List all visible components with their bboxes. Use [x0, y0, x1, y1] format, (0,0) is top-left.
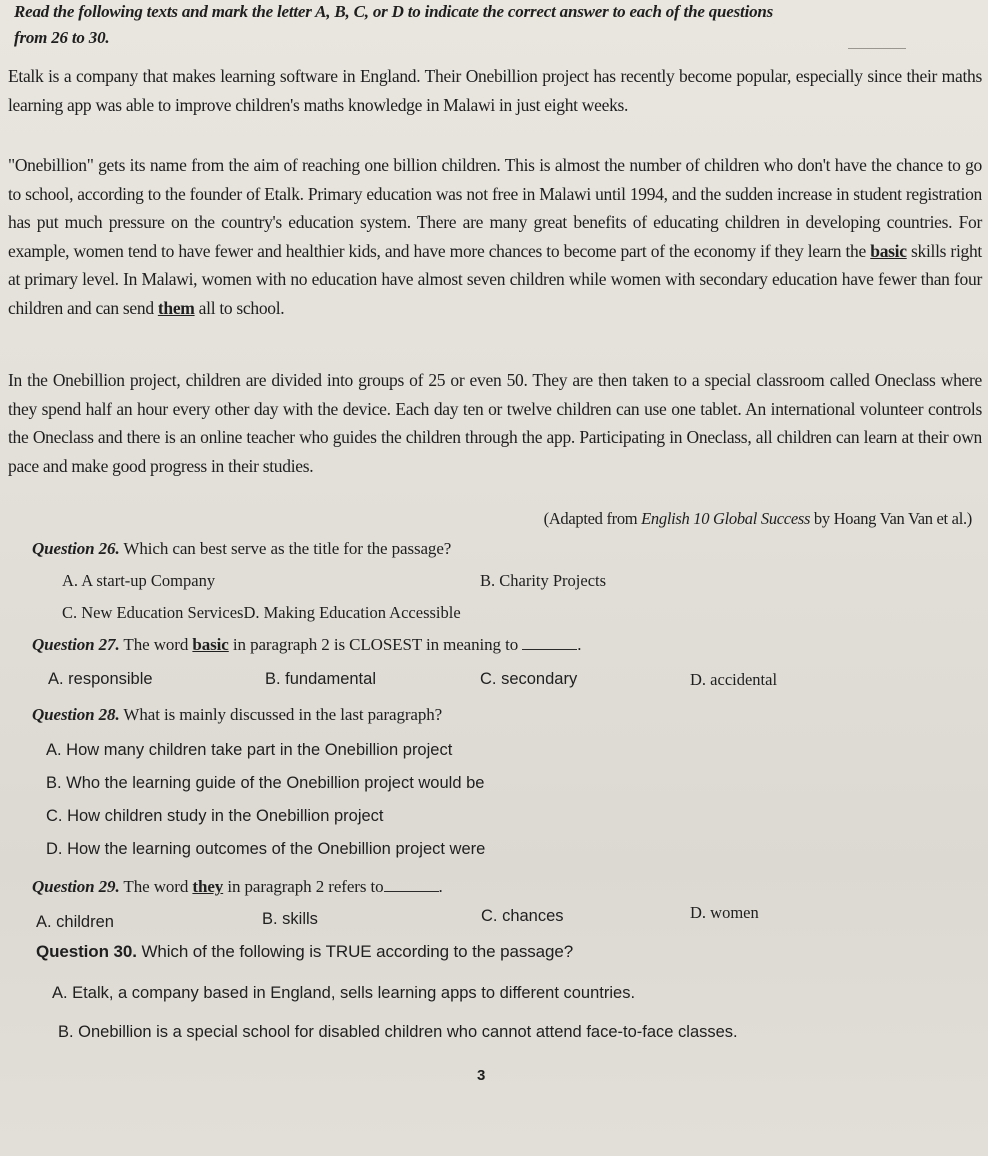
- q29-option-c: C. chances: [481, 907, 564, 925]
- passage-paragraph-3: In the Onebillion project, children are divided into groups of 25 or even 50. They are then taken to a special classroom called Oneclass where they spend half an hour every other day with the device. Each day ten or twelve children can use one tablet. An international volunteer controls the Oneclass and there is an online teacher who guides the children through the app. Participating in Oneclass, all children can learn at their own pace and make good progress in their studies.: [8, 370, 982, 476]
- q26-option-a: A. A start-up Company: [62, 571, 216, 590]
- q27-option-c: C. secondary: [480, 670, 578, 688]
- q29-option-d: D. women: [690, 903, 759, 922]
- answer-blank: [384, 877, 439, 892]
- divider: [848, 48, 906, 49]
- question-26-text: Which can best serve as the title for the passage?: [119, 539, 452, 558]
- question-27-text-b: in paragraph 2 is CLOSEST in meaning to: [228, 635, 523, 654]
- passage-source: [544, 509, 972, 529]
- q27-option-d: D. accidental: [690, 670, 778, 689]
- question-29-text-a: The word: [119, 877, 193, 896]
- question-26-label: Question 26.: [32, 539, 120, 558]
- q26-options-c-d: C. New Education ServicesD. Making Education Accessible: [62, 603, 461, 622]
- q29-option-a: A. children: [36, 913, 114, 931]
- question-27-end: .: [577, 635, 582, 654]
- q28-option-b: B. Who the learning guide of the Onebillion project would be: [46, 774, 485, 792]
- q29-option-b: B. skills: [262, 910, 318, 928]
- source-prefix: (Adapted from: [543, 509, 642, 528]
- underlined-word-basic: basic: [870, 240, 907, 261]
- paragraph-2-text-c: all to school.: [194, 297, 285, 318]
- question-29-label: Question 29.: [32, 877, 120, 896]
- underlined-word-them: them: [157, 297, 195, 318]
- q26-option-b: B. Charity Projects: [480, 571, 607, 590]
- q27-option-b: B. fundamental: [265, 670, 376, 688]
- question-29-text-b: in paragraph 2 refers to: [223, 877, 384, 896]
- question-30-text: Which of the following is TRUE according to the passage?: [136, 942, 574, 961]
- q28-option-a: A. How many children take part in the Onebillion project: [46, 741, 453, 759]
- q30-option-a: A. Etalk, a company based in England, sells learning apps to different countries.: [52, 984, 636, 1002]
- instructions-line-1: Read the following texts and mark the letter A, B, C, or D to indicate the correct answer to each of the questions: [14, 2, 774, 21]
- question-29-end: .: [438, 877, 443, 896]
- q27-option-a: A. responsible: [48, 670, 153, 688]
- source-book-title: English 10 Global Success: [641, 509, 811, 528]
- paragraph-2-text-a: "Onebillion" gets its name from the aim of reaching one billion children. This is almost the number of children who don't have the chance to go to school, according to the founder of Etalk. Primary education was not free in Malawi until 1994, and the sudden increase in student registration has put much pressure on the country's education system. There are many great benefits of educating children in developing countries. For example, women tend to have fewer and healthier kids, and have more chances to become part of the economy if they learn the: [8, 155, 982, 261]
- question-30: [36, 942, 573, 962]
- passage-paragraph-2: [8, 151, 982, 323]
- question-27: [32, 635, 581, 655]
- question-28-text: What is mainly discussed in the last paragraph?: [119, 705, 443, 724]
- instructions-line-2: from 26 to 30.: [14, 28, 110, 47]
- passage-paragraph-1: Etalk is a company that makes learning software in England. Their Onebillion project has recently become popular, especially since their maths learning app was able to improve children's maths knowledge in Malawi in just eight weeks.: [8, 66, 982, 115]
- question-27-text-a: The word: [119, 635, 193, 654]
- question-27-underlined-word: basic: [192, 635, 229, 654]
- page-number: 3: [477, 1067, 486, 1084]
- question-28: [32, 705, 442, 725]
- question-29: [32, 877, 443, 897]
- paragraph-2-text-b: skills right at primary level. In Malawi, women with no education have almost seven children while women with secondary education have fewer than four children and can send: [8, 240, 982, 318]
- question-30-label: Question 30.: [36, 942, 137, 961]
- question-28-label: Question 28.: [32, 705, 120, 724]
- q28-option-d: D. How the learning outcomes of the Onebillion project were: [46, 840, 486, 858]
- answer-blank: [522, 635, 577, 650]
- source-suffix: by Hoang Van Van et al.): [810, 509, 972, 528]
- question-29-underlined-word: they: [192, 877, 224, 896]
- question-26: [32, 539, 451, 559]
- question-27-label: Question 27.: [32, 635, 120, 654]
- q30-option-b: B. Onebillion is a special school for disabled children who cannot attend face-to-face classes.: [58, 1023, 738, 1041]
- q28-option-c: C. How children study in the Onebillion project: [46, 807, 384, 825]
